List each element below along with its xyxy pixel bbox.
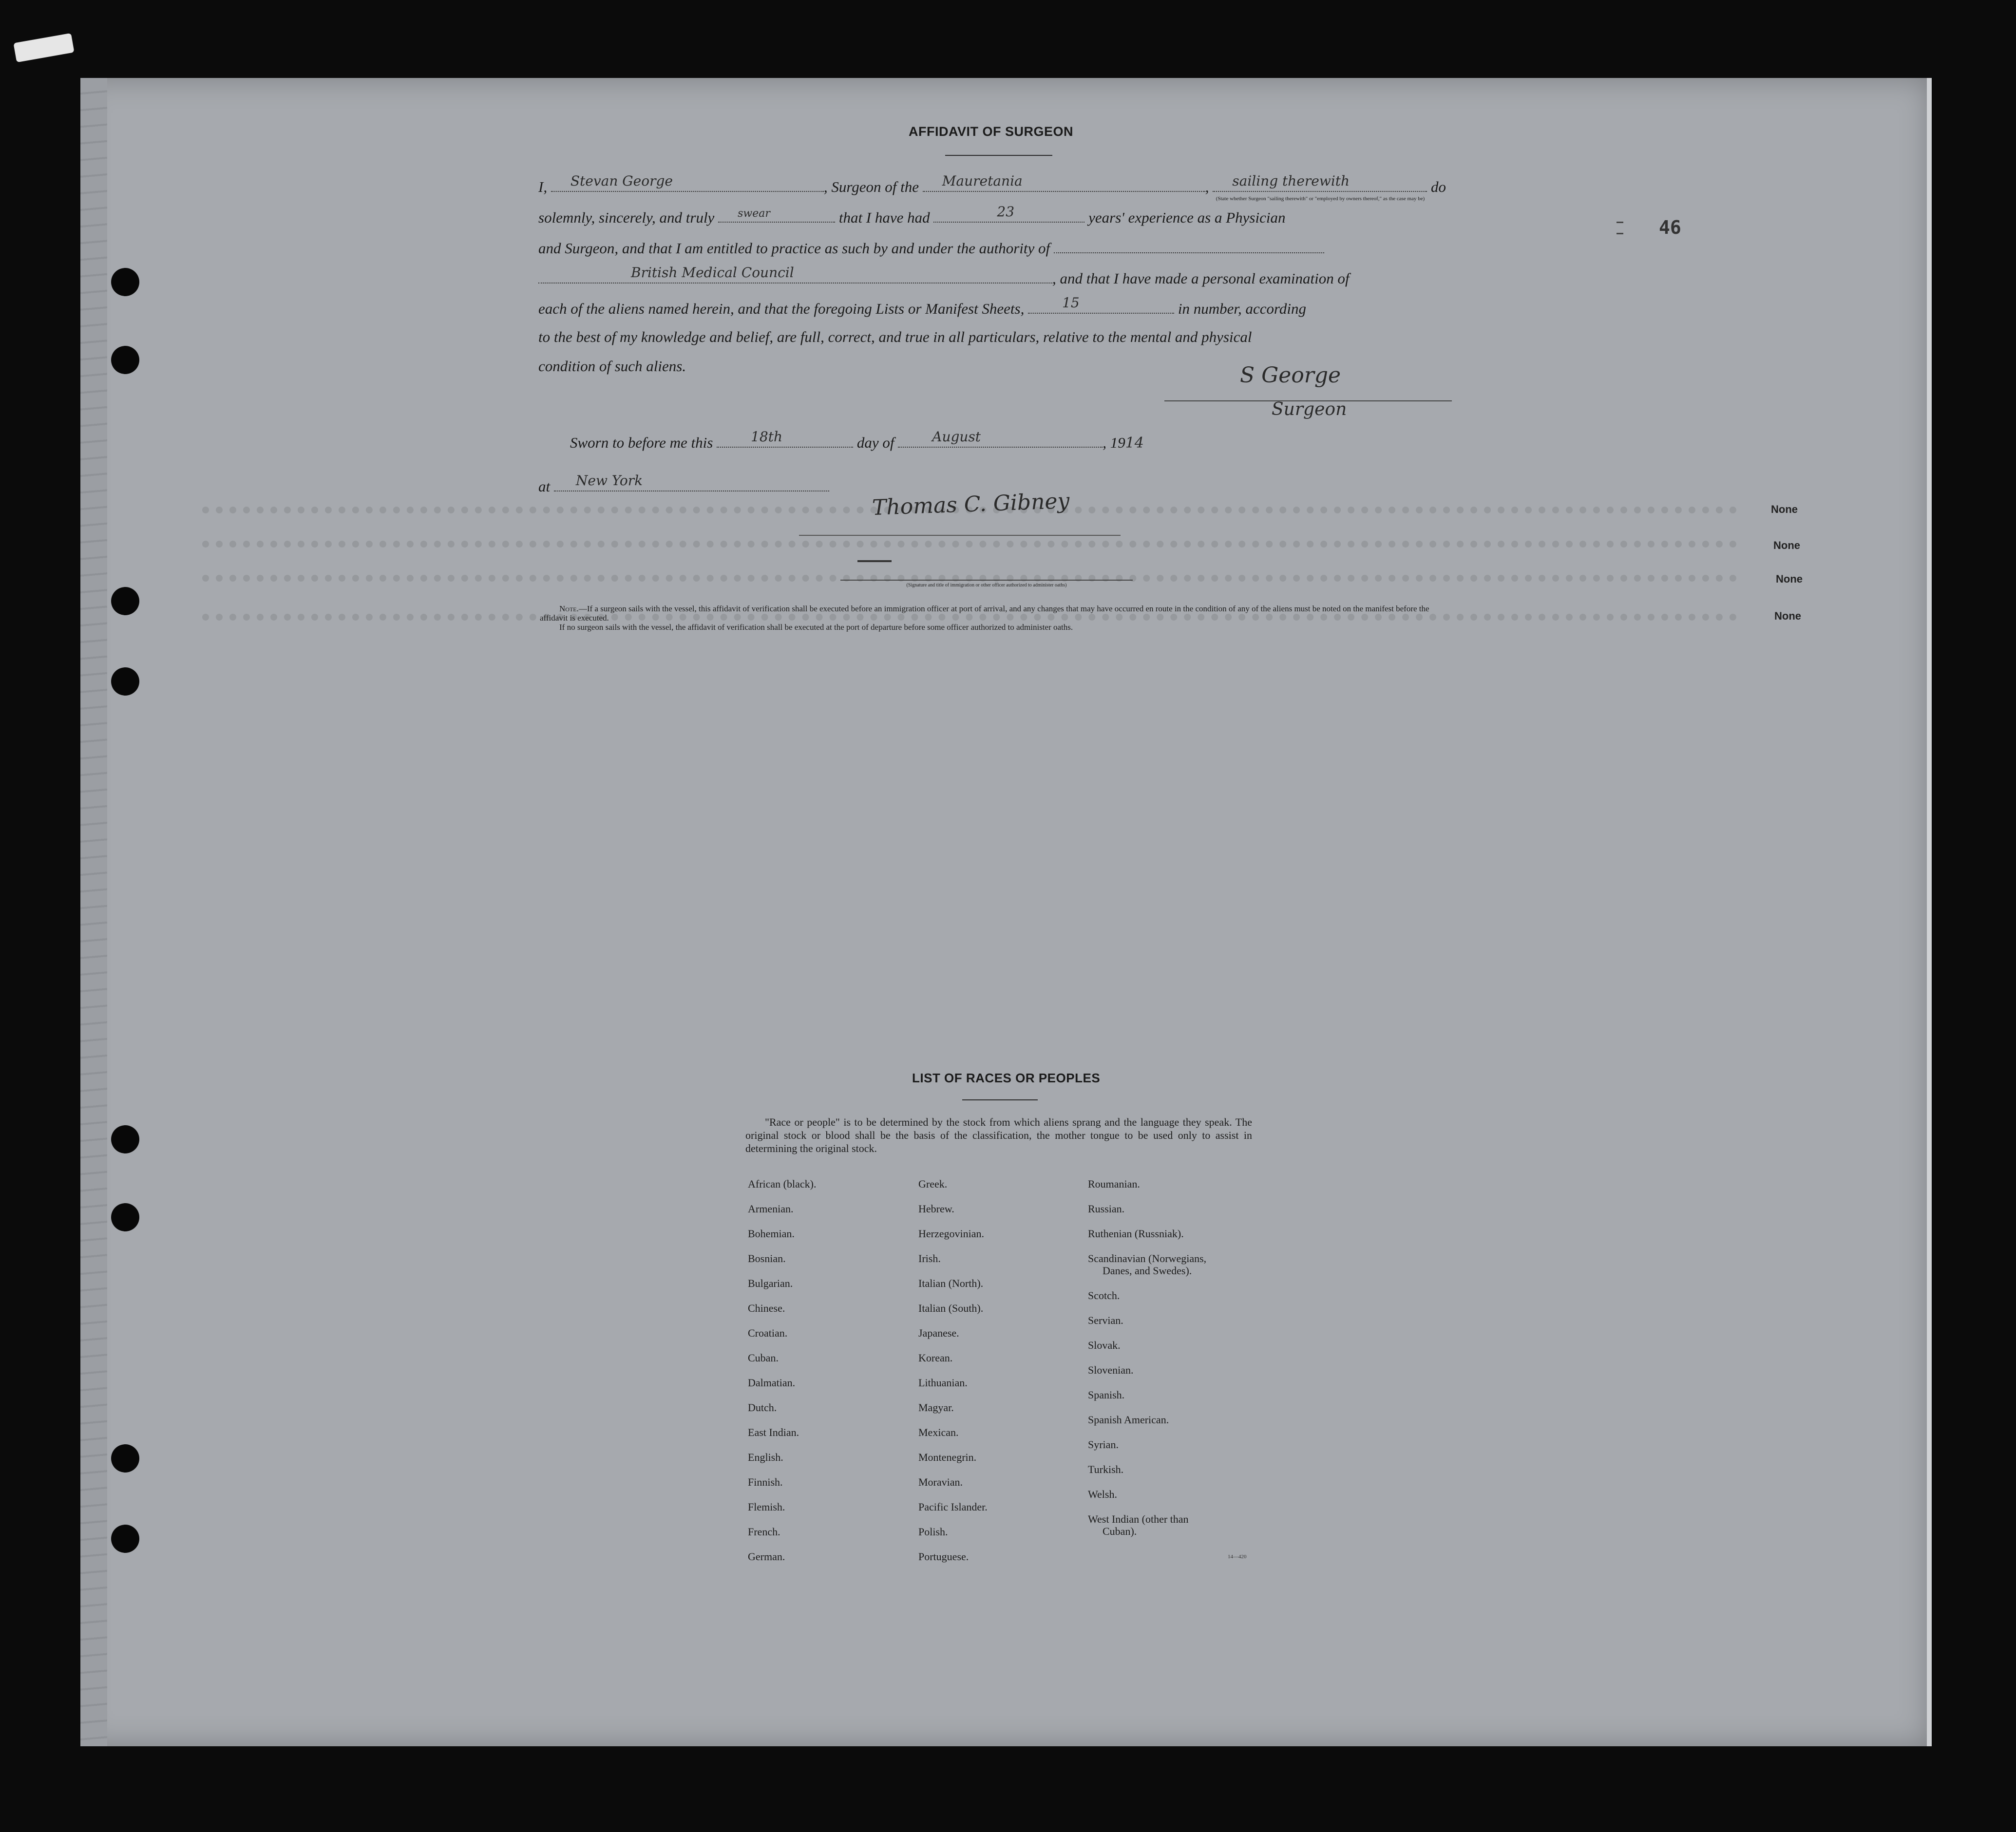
race-item: Russian. [1088,1203,1125,1215]
race-item: Polish. [918,1526,948,1538]
sheet-right-edge [1927,78,1932,1746]
race-item: Syrian. [1088,1438,1119,1451]
title-underline [945,155,1052,156]
race-item: Korean. [918,1352,953,1364]
binding-hole [111,1125,139,1153]
officer-signature: Thomas C. Gibney [872,488,1070,521]
sheets-field [1028,295,1174,314]
vessel-field [923,173,1205,192]
at-label: at [538,478,551,495]
experience-middle: that I have had [838,209,930,226]
race-item: Italian (South). [918,1302,984,1314]
race-item: Greek. [918,1178,948,1190]
race-item: Scandinavian (Norwegians, [1088,1252,1207,1265]
race-item: Herzegovinian. [918,1228,984,1240]
examination-text: , and that I have made a personal examination of [1052,270,1350,287]
sailing-status: sailing therewith [1232,173,1350,189]
sailing-status-field [1213,173,1427,192]
races-title: LIST OF RACES OR PEOPLES [912,1071,1101,1085]
race-item: Slovenian. [1088,1364,1134,1376]
vessel-name: Mauretania [942,173,1023,189]
officer-signature-line [799,535,1121,536]
race-item: Lithuanian. [918,1377,968,1389]
race-item: Roumanian. [1088,1178,1140,1190]
race-item: Chinese. [748,1302,785,1314]
race-item: Cuban. [748,1352,779,1364]
bleed-through-none: None [1776,573,1803,585]
sworn-day-field [717,429,853,448]
sworn-place-field [554,472,829,491]
sworn-line [570,429,1486,452]
authority-name: British Medical Council [631,264,794,281]
race-item: Irish. [918,1252,941,1265]
race-item: Italian (North). [918,1277,984,1289]
race-item: Cuban). [1103,1525,1137,1537]
sheets-count: 15 [1062,295,1080,311]
comma: , [1205,178,1209,195]
surgeon-title-signature: Surgeon [1272,399,1347,419]
binding-hole [111,1203,139,1231]
race-item: Montenegrin. [918,1451,977,1463]
sworn-month: August [932,429,981,445]
race-item: English. [748,1451,783,1463]
race-item: Moravian. [918,1476,963,1488]
affidavit-line-3 [538,238,1454,257]
sailing-status-note: (State whether Surgeon "sailing therewith" or "employed by owners thereof," as the case may be) [1216,196,1425,202]
race-item: Croatian. [748,1327,788,1339]
affidavit-line-4 [538,264,1454,287]
race-item: Ruthenian (Russniak). [1088,1228,1184,1240]
bleed-through-row [202,507,1737,518]
surgeon-of-the-label: , Surgeon of the [823,178,919,195]
sworn-place: New York [575,472,643,489]
bleed-through-row [202,541,1737,552]
affidavit-line-6: to the best of my knowledge and belief, are full, correct, and true in all particulars, relative to the mental and physical [538,328,1252,345]
race-item: Bohemian. [748,1228,795,1240]
affidavit-line-2 [538,204,1454,227]
surgeon-signature: S George [1240,363,1341,388]
binding-hole [111,268,139,296]
race-item: East Indian. [748,1426,799,1438]
races-intro: "Race or people" is to be determined by the stock from which aliens sprang and the language they speak. The original stock or blood shall be the basis of the classification, the mother tongue to be used only to assist in determining the original stock. [745,1116,1252,1154]
affidavit-line-7: condition of such aliens. [538,358,686,375]
sworn-month-field [898,429,1103,448]
form-number: 14—420 [1228,1554,1247,1560]
binding-hole [111,667,139,696]
manifest-suffix: in number, according [1178,300,1307,317]
race-item: Portuguese. [918,1550,969,1563]
surgeon-name: Stevan George [570,173,673,189]
day-of-label: day of [856,434,894,451]
race-item: African (black). [748,1178,817,1190]
bleed-through-none: None [1771,503,1798,515]
binding-hole [111,1444,139,1473]
years-field [933,204,1084,223]
binding-hole [111,587,139,615]
note-label: Note. [559,604,579,613]
race-item: Armenian. [748,1203,794,1215]
race-item: Danes, and Swedes). [1103,1265,1192,1277]
race-item: Spanish American. [1088,1414,1169,1426]
note-text-2: If no surgeon sails with the vessel, the affidavit of verification shall be executed at the port of departure before some officer authorized to administer oaths. [559,623,1073,632]
races-title-underline [962,1099,1038,1100]
bleed-through-row [202,575,1737,586]
page-number: 46 [1659,217,1681,238]
race-item: Scotch. [1088,1289,1120,1302]
affidavit-line-1 [538,173,1454,196]
sworn-prefix: Sworn to before me this [570,434,713,451]
officer-title-mark [857,560,892,562]
pronoun: I, [538,178,548,195]
race-item: Pacific Islander. [918,1501,988,1513]
race-item: Dutch. [748,1401,777,1414]
race-item: Magyar. [918,1401,954,1414]
race-item: German. [748,1550,785,1563]
oath-word: swear [738,208,770,220]
race-item: Finnish. [748,1476,783,1488]
sworn-day: 18th [751,429,783,445]
race-item: Bosnian. [748,1252,786,1265]
officer-caption: (Signature and title of immigration or other officer authorized to administer oaths) [906,583,1067,588]
race-item: Mexican. [918,1426,959,1438]
affidavit-line-5 [538,295,1454,318]
authority-text: and Surgeon, and that I am entitled to practice as such by and under the authority of [538,240,1050,257]
race-item: French. [748,1526,780,1538]
race-item: Japanese. [918,1327,959,1339]
note-text-1: —If a surgeon sails with the vessel, this affidavit of verification shall be executed before an immigration officer at port of arrival, and any changes that may have occurred en route in the condition of any of the aliens must be noted on the manifest before the affidavit is executed. [540,604,1429,623]
race-item: Dalmatian. [748,1377,796,1389]
sworn-year: 14 [1125,434,1144,452]
year-prefix: , 19 [1103,434,1125,451]
bleed-through-none: None [1773,539,1800,551]
surgeon-name-field [551,173,824,192]
race-item: Spanish. [1088,1389,1125,1401]
bleed-through-none: None [1774,610,1801,622]
race-item: West Indian (other than [1088,1513,1189,1525]
race-item: Turkish. [1088,1463,1124,1475]
oath-field [718,207,835,223]
film-edge-mark [13,33,74,62]
affidavit-title: AFFIDAVIT OF SURGEON [909,124,1073,139]
binding-hole [111,346,139,374]
authority-continuation-field [1054,238,1324,253]
years-value: 23 [997,204,1015,220]
race-item: Slovak. [1088,1339,1121,1351]
race-item: Bulgarian. [748,1277,793,1289]
page-number-tick [1617,222,1623,234]
manifest-prefix: each of the aliens named herein, and that the foregoing Lists or Manifest Sheets, [538,300,1025,317]
race-item: Welsh. [1088,1488,1117,1500]
authority-field [538,264,1052,283]
bleed-through-row [202,614,1737,625]
experience-suffix: years' experience as a Physician [1088,209,1286,226]
binding-edge [80,78,107,1746]
race-item: Hebrew. [918,1203,954,1215]
do-label: do [1431,178,1446,195]
race-item: Flemish. [748,1501,785,1513]
binding-hole [111,1525,139,1553]
oath-prefix: solemnly, sincerely, and truly [538,209,715,226]
race-item: Servian. [1088,1314,1123,1326]
